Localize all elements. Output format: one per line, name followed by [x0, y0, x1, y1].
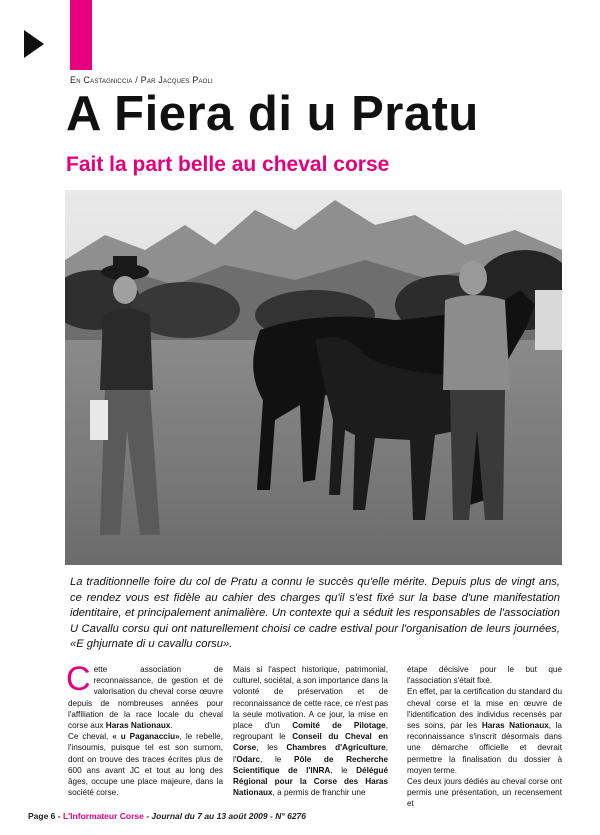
col1-text: ette association de reconnaissance, de gestion et de valorisation du cheval corse œuvre depuis de nombreuses années pour l'affiliation de la race locale du cheval corse aux [68, 665, 223, 731]
footer-publication: L'Informateur Corse [62, 811, 144, 821]
col2-t2: , les [256, 743, 287, 753]
col2-bold-5: Pôle de Recherche Scientifique de l'INRA [233, 754, 388, 775]
dropcap: C [66, 660, 91, 698]
col1-p2-start: Ce cheval, [68, 732, 113, 742]
col3-paragraph-2 [407, 686, 562, 776]
triangle-arrow-icon [24, 30, 44, 58]
col2-bold-3: Chambres d'Agriculture [286, 743, 386, 753]
col3-p2-start: En effet, par la certification du standard du cheval corse et la mise en œuvre de l'identification des individus recensés par ses soins, par les [407, 687, 562, 731]
lead-paragraph: La traditionnelle foire du col de Pratu a connu le succès qu'elle mérite. Depuis plus de vingt ans, ce rendez vous est fidèle au cahier des charges qu'il s'est fixé sur la base d'une manifestation identitaire, et principalement animalière. Un contexte qui a séduit les responsables de l'association U Cavallu corsu qui ont naturellement choisi ce cadre estival pour l'organisation de leurs journées, «E ghjurnate di u cavallu corsu». [70, 576, 560, 650]
col2-t5: , le [330, 765, 357, 775]
col3-p2-bold: Haras Nationaux [481, 721, 549, 731]
text-column-3 [407, 664, 562, 810]
col2-t6: , a permis de franchir une [272, 788, 366, 798]
article-photo [65, 190, 562, 565]
col1-paragraph-2 [68, 731, 223, 798]
pink-accent-bar [70, 0, 92, 70]
col2-t3: , l' [233, 743, 388, 764]
col3-p2-end: , la reconnaissance s'inscrit désormais dans une démarche officielle et devrait permettre la finalisation du dossier à moyen terme. [407, 721, 562, 775]
article-subtitle: Fait la part belle au cheval corse [66, 153, 390, 176]
article-title: A Fiera di u Pratu [66, 87, 479, 141]
text-column-2 [233, 664, 388, 798]
col2-bold-4: Odarc [236, 754, 261, 764]
col2-t4: , le [260, 754, 294, 764]
col1-bold: Haras Nationaux [105, 721, 171, 731]
footer-issue: - Journal du 7 au 13 août 2009 - N° 6276 [143, 811, 306, 821]
col3-paragraph-1: étape décisive pour le but que l'association s'était fixé. [407, 665, 562, 686]
col2-bold-2: Conseil du Cheval en Corse [233, 732, 388, 753]
col2-bold-1: Comité de Pilotage [292, 721, 386, 731]
col2-bold-6: Délégué Régional pour la Corse des Haras Nationaux [233, 765, 388, 798]
col2-paragraph [233, 664, 388, 798]
text-column-1 [66, 660, 223, 798]
byline: En Castagniccia / Par Jacques Paoli [70, 75, 213, 85]
col1-text-end: . [170, 721, 173, 731]
col3-paragraph-3: Ces deux jours dédiés au cheval corse ont permis une présentation, un recensement et [407, 777, 562, 809]
col1-paragraph-1 [66, 660, 223, 731]
col2-text: Mais si l'aspect historique, patrimonial, culturel, sociétal, a son importance dans la volonté de préservation et de reconnaissance de cette race, ce n'est pas la seule motivation. A ce jour, la mise en place d'un [233, 665, 388, 731]
col2-t1: , regroupant le [233, 721, 388, 742]
horses-photo-icon [65, 190, 562, 565]
col1-p2-bold: « u Paganacciu» [112, 732, 180, 742]
page-footer [28, 811, 306, 821]
footer-page: Page 6 - [28, 811, 63, 821]
col1-p2-end: , le rebelle, l'insoumis, puisque tel est son surnom, dont on trouve des traces écrites plus de 600 ans avant JC et tout au long des âges, occupe une place majeure, dans la société corse. [68, 732, 223, 798]
